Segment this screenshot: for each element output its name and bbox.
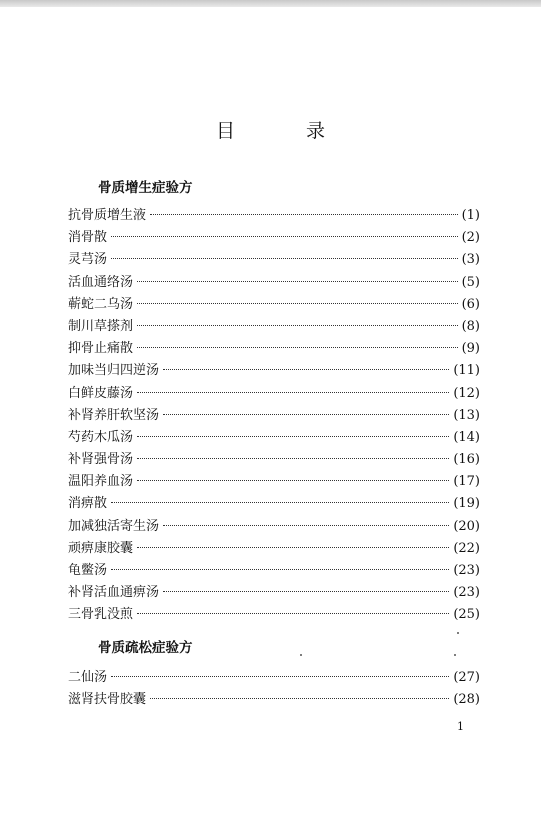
scan-speck	[457, 632, 459, 634]
toc-entry[interactable]	[68, 581, 480, 603]
toc-entry[interactable]	[68, 248, 480, 270]
toc-entry-page: (8)	[461, 318, 480, 334]
toc-entry-page: (13)	[453, 407, 480, 423]
dot-leader	[163, 525, 449, 526]
toc-entry-page: (12)	[453, 385, 480, 401]
toc-entry[interactable]	[68, 666, 480, 688]
toc-entry-label: 芍药木瓜汤	[68, 429, 134, 445]
toc-entry-label: 抑骨止痛散	[68, 341, 134, 357]
toc-entry-page: (9)	[461, 341, 480, 357]
toc-entry-label: 消痹散	[68, 496, 108, 512]
toc-entry-page: (19)	[453, 496, 480, 512]
toc-entry[interactable]	[68, 359, 480, 381]
toc-list-osteoporosis	[68, 666, 480, 710]
toc-entry-page: (20)	[453, 518, 480, 534]
dot-leader	[137, 325, 458, 326]
toc-entry-label: 加减独活寄生汤	[68, 518, 160, 534]
dot-leader	[163, 591, 449, 592]
toc-entry-label: 制川草搽剂	[68, 318, 134, 334]
dot-leader	[111, 569, 449, 570]
toc-entry[interactable]	[68, 204, 480, 226]
toc-entry-page: (16)	[453, 452, 480, 468]
page-number: 1	[457, 720, 464, 733]
toc-entry-label: 补肾活血通痹汤	[68, 585, 160, 601]
toc-entry-label: 补肾养肝软坚汤	[68, 407, 160, 423]
toc-entry-label: 温阳养血汤	[68, 474, 134, 490]
toc-entry[interactable]	[68, 537, 480, 559]
toc-entry-page: (11)	[453, 363, 480, 379]
toc-entry[interactable]	[68, 404, 480, 426]
toc-entry-label: 顽痹康胶囊	[68, 540, 134, 556]
toc-entry[interactable]	[68, 226, 480, 248]
dot-leader	[137, 458, 449, 459]
dot-leader	[137, 613, 449, 614]
dot-leader	[150, 214, 458, 215]
toc-entry[interactable]	[68, 293, 480, 315]
scan-speck	[300, 654, 302, 656]
toc-entry-page: (23)	[453, 563, 480, 578]
toc-entry-page: (5)	[461, 274, 480, 290]
toc-entry-page: (17)	[453, 474, 480, 490]
toc-entry-page: (27)	[453, 670, 480, 685]
dot-leader	[137, 480, 449, 481]
toc-entry[interactable]	[68, 470, 480, 492]
toc-entry-label: 三骨乳没煎	[68, 607, 134, 623]
toc-entry-label: 抗骨质增生液	[68, 208, 147, 223]
dot-leader	[163, 369, 449, 370]
toc-entry-page: (23)	[453, 585, 480, 601]
toc-entry-label: 消骨散	[68, 230, 108, 246]
toc-entry-page: (3)	[461, 252, 480, 268]
toc-entry-page: (2)	[461, 230, 480, 246]
toc-entry-page: (6)	[461, 296, 480, 312]
toc-entry[interactable]	[68, 382, 480, 404]
toc-entry[interactable]	[68, 337, 480, 359]
dot-leader	[111, 236, 458, 237]
toc-entry-page: (14)	[453, 429, 480, 445]
toc-entry-label: 活血通络汤	[68, 274, 134, 290]
section-heading-bone-hyperplasia: 骨质增生症验方	[98, 180, 193, 196]
toc-entry-label: 蕲蛇二乌汤	[68, 296, 134, 312]
toc-entry[interactable]	[68, 448, 480, 470]
dot-leader	[111, 258, 458, 259]
dot-leader	[137, 347, 458, 348]
toc-entry-page: (25)	[453, 607, 480, 623]
scan-speck	[454, 654, 456, 656]
dot-leader	[137, 303, 458, 304]
toc-entry[interactable]	[68, 315, 480, 337]
toc-entry-label: 加味当归四逆汤	[68, 363, 160, 379]
dot-leader	[111, 676, 449, 677]
dot-leader	[137, 547, 449, 548]
dot-leader	[150, 698, 449, 699]
toc-entry-page: (22)	[453, 540, 480, 556]
dot-leader	[111, 502, 449, 503]
toc-entry[interactable]	[68, 688, 480, 710]
toc-entry[interactable]	[68, 426, 480, 448]
toc-entry[interactable]	[68, 515, 480, 537]
toc-entry[interactable]	[68, 271, 480, 293]
toc-entry-label: 龟鳖汤	[68, 563, 108, 578]
toc-entry-page: (28)	[453, 692, 480, 708]
dot-leader	[137, 392, 449, 393]
toc-entry-page: (1)	[461, 208, 480, 223]
toc-entry-label: 灵芎汤	[68, 252, 108, 268]
dot-leader	[137, 281, 458, 282]
toc-entry-label: 二仙汤	[68, 670, 108, 685]
toc-entry[interactable]	[68, 559, 480, 581]
scan-top-edge	[0, 0, 541, 7]
toc-entry-label: 滋肾扶骨胶囊	[68, 692, 147, 708]
page-title: 目 录	[215, 120, 351, 142]
dot-leader	[137, 436, 449, 437]
toc-entry-label: 补肾强骨汤	[68, 452, 134, 468]
toc-entry[interactable]	[68, 603, 480, 625]
toc-list-bone-hyperplasia	[68, 204, 480, 626]
section-heading-osteoporosis: 骨质疏松症验方	[98, 640, 193, 656]
dot-leader	[163, 414, 449, 415]
toc-entry[interactable]	[68, 492, 480, 514]
toc-entry-label: 白鲜皮藤汤	[68, 385, 134, 401]
